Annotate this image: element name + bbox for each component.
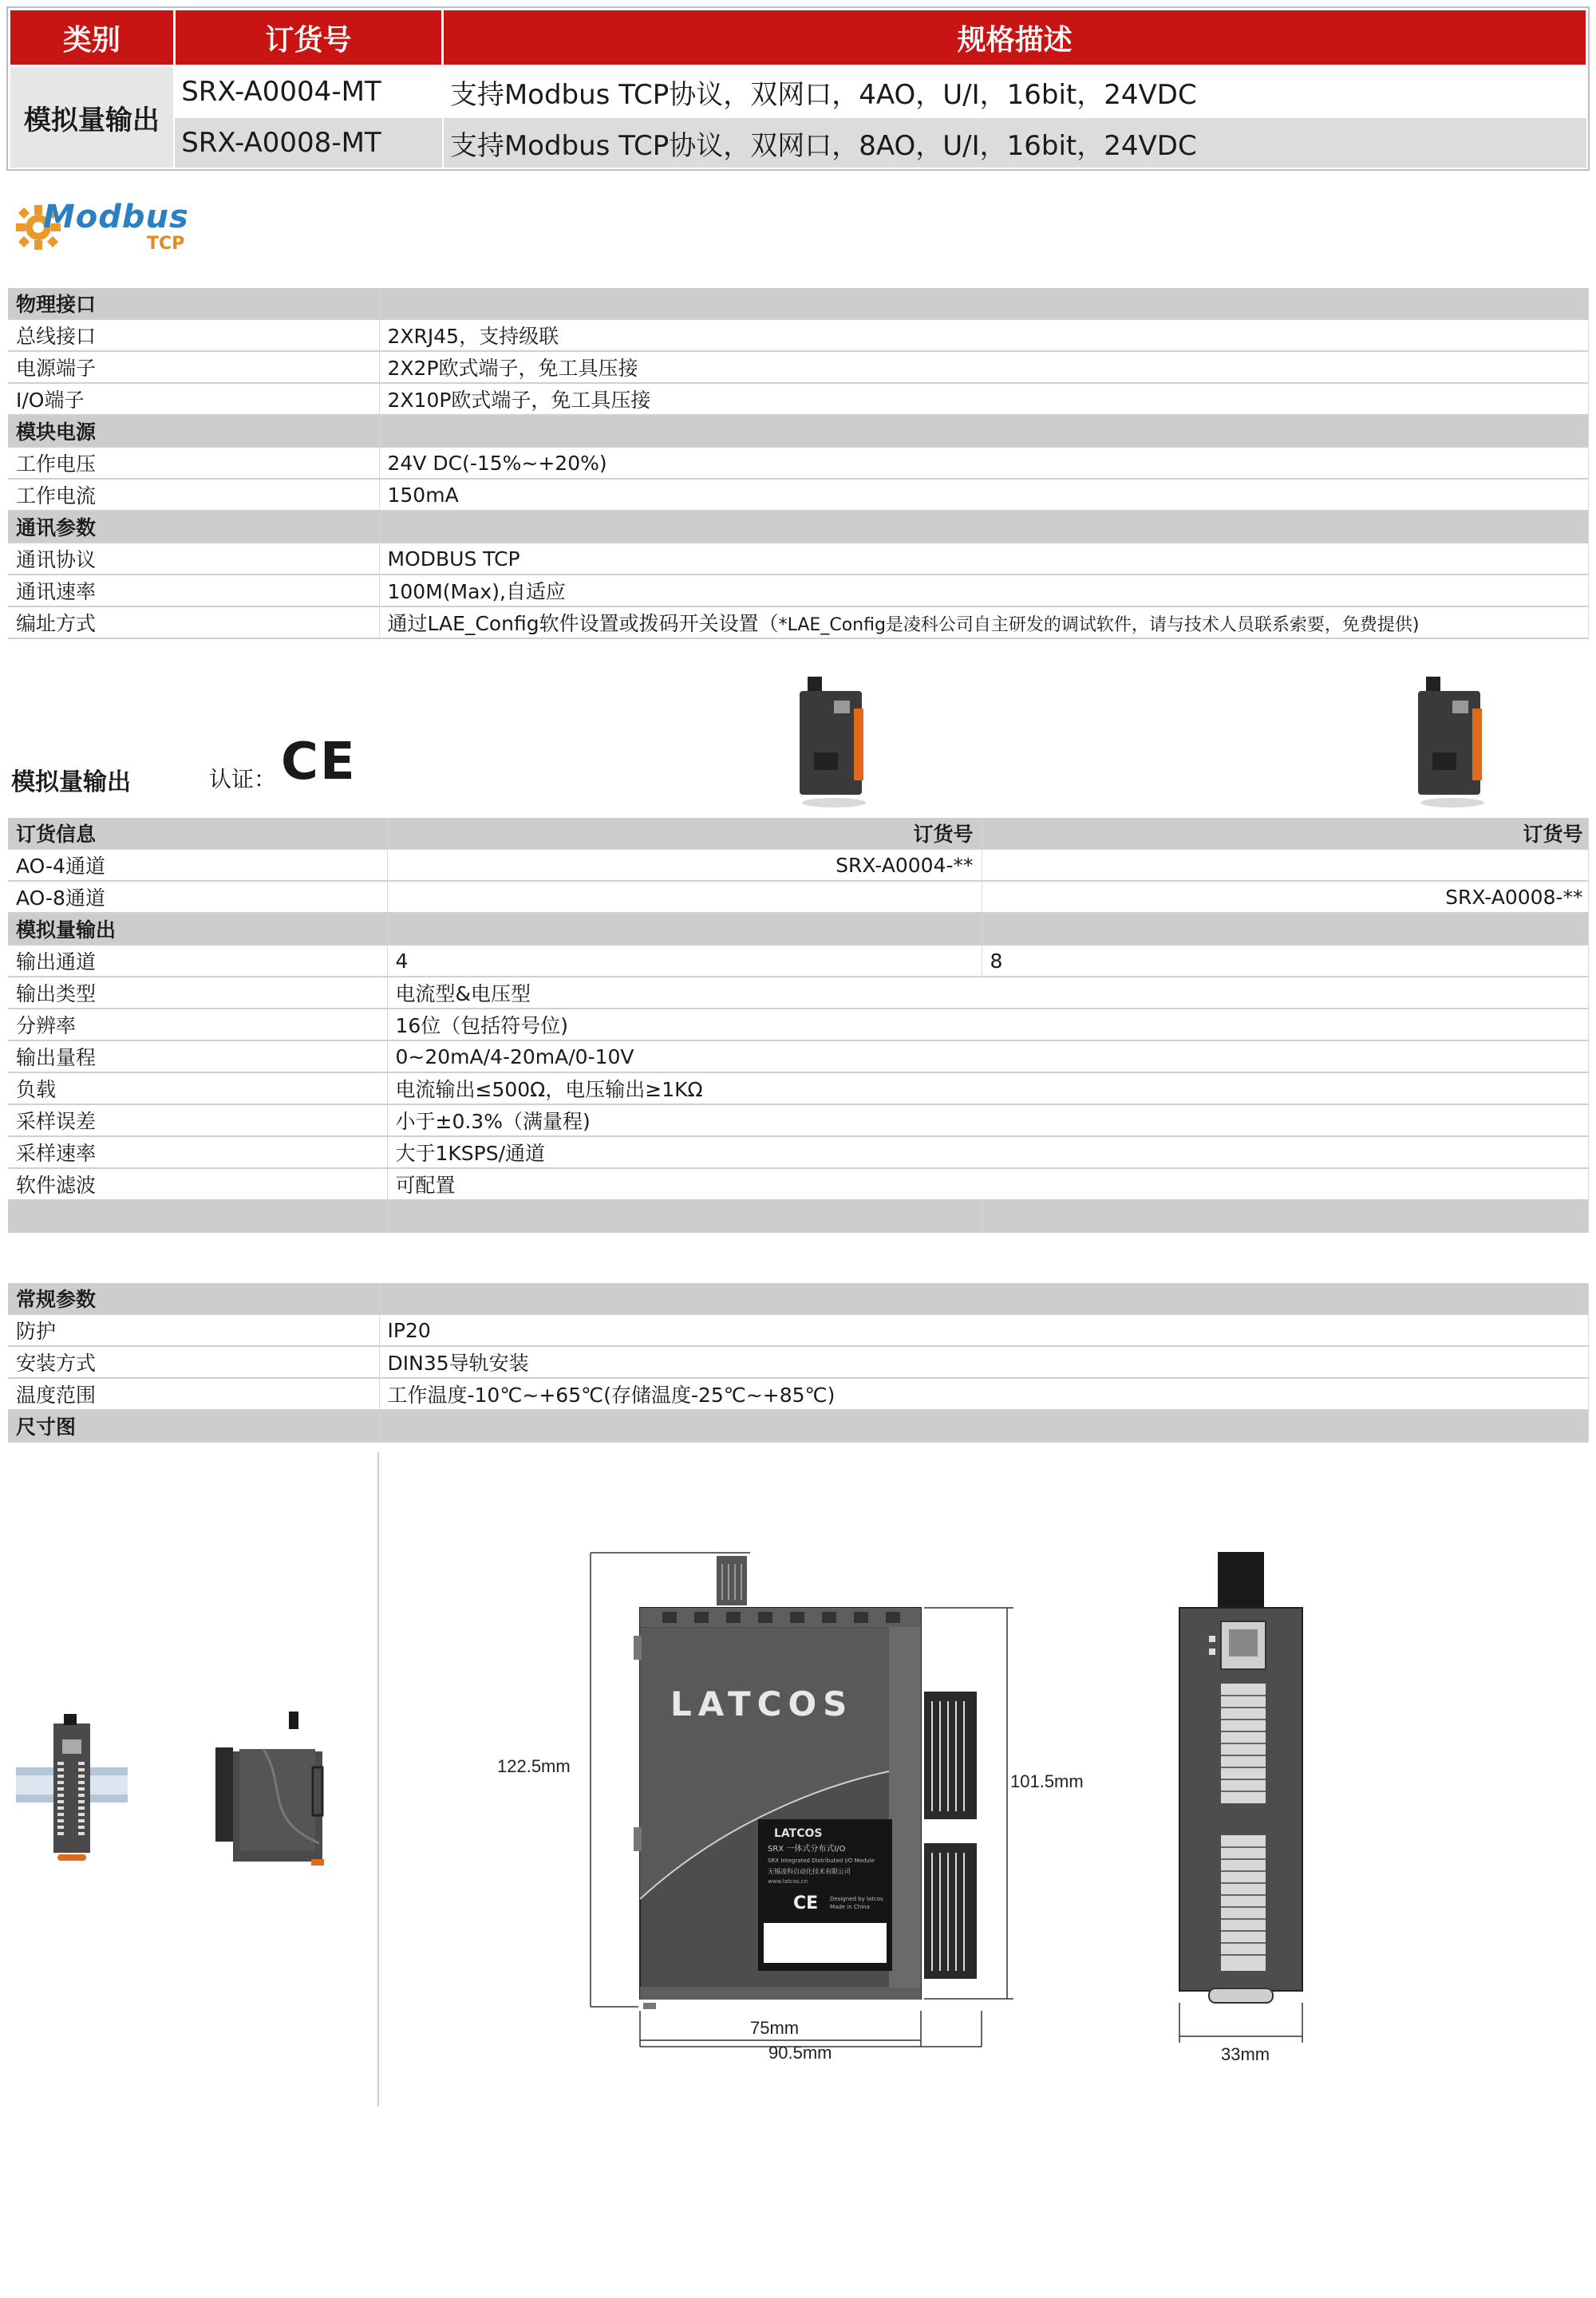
order-desc: 支持Modbus TCP协议，双网口，8AO，U/I，16bit，24VDC [443, 117, 1587, 168]
section-row [8, 1283, 1588, 1314]
header-order-no: 订货号 [174, 10, 443, 66]
table-row [8, 1346, 1588, 1378]
spec-key: 通讯协议 [8, 543, 379, 574]
modbus-logo [13, 195, 196, 259]
spec-key: 输出通道 [8, 945, 387, 977]
dimension-drawing [0, 1452, 1596, 2106]
spec-value: 可配置 [387, 1168, 1588, 1200]
note-star: * [778, 615, 788, 635]
spec-key: 采样误差 [8, 1104, 387, 1136]
spec-key: 软件滤波 [8, 1168, 387, 1200]
table-row [8, 1136, 1588, 1168]
order-no-header: 订货号 [387, 818, 982, 849]
side-view-thumbnail [215, 1712, 324, 1866]
section-title: 模块电源 [8, 415, 379, 447]
table-row [8, 1168, 1588, 1200]
category-cell: 模拟量输出 [10, 66, 175, 169]
spec-key: 采样速率 [8, 1136, 387, 1168]
spec-value: SRX-A0008-** [982, 881, 1588, 913]
spec-value: 2X2P欧式端子，免工具压接 [379, 351, 1588, 383]
table-row [8, 319, 1588, 351]
din-rail-front-thumbnail [16, 1714, 128, 1861]
spec-value: 8 [982, 945, 1588, 977]
spec-table-analog [8, 818, 1589, 1233]
table-row [8, 543, 1588, 574]
order-code: SRX-A0008-MT [174, 117, 443, 168]
brand-text: LATCOS [670, 1684, 854, 1724]
spec-value: 电流型&电压型 [387, 977, 1588, 1009]
order-table [8, 8, 1588, 169]
spec-value [379, 606, 1588, 638]
spec-key: AO-4通道 [8, 849, 387, 881]
spec-key: AO-8通道 [8, 881, 387, 913]
dim-height-body: 101.5mm [1010, 1771, 1084, 1791]
section-row [8, 288, 1588, 319]
addressing-note: LAE_Config是凌科公司自主研发的调试软件，请与技术人员联系索要，免费提供) [787, 615, 1420, 635]
table-row [8, 479, 1588, 511]
section-row [8, 1410, 1588, 1442]
spec-value: MODBUS TCP [379, 543, 1588, 574]
ce-mark: CE [281, 732, 357, 792]
spec-value: 大于1KSPS/通道 [387, 1136, 1588, 1168]
section-row [8, 511, 1588, 543]
spec-value: 电流输出≤500Ω，电压输出≥1KΩ [387, 1072, 1588, 1104]
table-row [8, 351, 1588, 383]
logo-tcp: TCP [147, 234, 185, 254]
spec-key: 温度范围 [8, 1378, 379, 1410]
order-code: SRX-A0004-MT [174, 66, 443, 118]
spec-value: 4 [387, 945, 982, 977]
header-description: 规格描述 [443, 10, 1587, 66]
spec-value: 小于±0.3%（满量程) [387, 1104, 1588, 1136]
spec-value [982, 849, 1588, 881]
table-row [8, 606, 1588, 638]
spec-value: 16位（包括符号位) [387, 1009, 1588, 1040]
spec-key: 输出类型 [8, 977, 387, 1009]
cert-label: 认证： [209, 766, 277, 792]
table-row [10, 117, 1587, 168]
table-row [8, 849, 1588, 881]
table-row [8, 1040, 1588, 1072]
table-row [8, 1072, 1588, 1104]
section-title: 物理接口 [8, 288, 379, 319]
spec-value: 0~20mA/4-20mA/0-10V [387, 1040, 1588, 1072]
spec-value: SRX-A0004-** [387, 849, 982, 881]
table-row [8, 574, 1588, 606]
spec-key: 负载 [8, 1072, 387, 1104]
label-line1: SRX 一体式分布式I/O [768, 1845, 846, 1854]
spec-key: 输出量程 [8, 1040, 387, 1072]
table-row [10, 66, 1587, 118]
label-web: www.latcos.cn [768, 1878, 808, 1885]
spec-table-general [8, 1283, 1589, 1443]
table-row [8, 447, 1588, 479]
logo-word: Modbus [43, 199, 189, 235]
table-row [8, 1009, 1588, 1040]
section-row [8, 1200, 1588, 1232]
table-row [8, 1104, 1588, 1136]
spec-key: 防护 [8, 1314, 379, 1346]
section-row [8, 415, 1588, 447]
dim-depth: 33mm [1221, 2044, 1270, 2064]
spec-value: IP20 [379, 1314, 1588, 1346]
spec-value: 2X10P欧式端子，免工具压接 [379, 383, 1588, 415]
spec-key: 总线接口 [8, 319, 379, 351]
header-category: 类别 [10, 10, 175, 66]
addressing-text: 通过LAE_Config软件设置或拨码开关设置（ [387, 612, 779, 635]
dim-width-body: 75mm [750, 2018, 800, 2038]
spec-value: 2XRJ45，支持级联 [379, 319, 1588, 351]
product-photo-4ch [790, 669, 886, 812]
spec-value: 24V DC(-15%~+20%) [379, 447, 1588, 479]
label-ce: CE [793, 1893, 819, 1913]
dim-height-total: 122.5mm [497, 1756, 571, 1776]
section-row [8, 913, 1588, 945]
spec-key: I/O端子 [8, 383, 379, 415]
table-row [8, 1378, 1588, 1410]
table-row [8, 1314, 1588, 1346]
table-row [8, 881, 1588, 913]
section-title-analog-output: 模拟量输出 [11, 768, 131, 796]
table-row [8, 977, 1588, 1009]
spec-value [387, 881, 982, 913]
dim-width-total: 90.5mm [768, 2043, 832, 2063]
section-title: 模拟量输出 [8, 913, 387, 945]
table-row [8, 383, 1588, 415]
product-photo-8ch [1408, 669, 1504, 812]
spec-value: 150mA [379, 479, 1588, 511]
section-row [8, 818, 1588, 849]
label-brand: LATCOS [774, 1827, 823, 1840]
side-dimension-lines [1179, 2003, 1302, 2043]
spec-table-interface [8, 288, 1589, 639]
spec-key: 工作电流 [8, 479, 379, 511]
order-no-header: 订货号 [982, 818, 1588, 849]
label-design: Designed by latcos [830, 1896, 883, 1902]
label-made: Made in China [830, 1904, 870, 1910]
spec-key: 分辨率 [8, 1009, 387, 1040]
spec-key: 安装方式 [8, 1346, 379, 1378]
spec-key: 编址方式 [8, 606, 379, 638]
order-desc: 支持Modbus TCP协议，双网口，4AO，U/I，16bit，24VDC [443, 66, 1587, 118]
spec-value: 工作温度-10℃~+65℃(存储温度-25℃~+85℃) [379, 1378, 1588, 1410]
label-line2: SRX Integrated Distributed I/O Module [768, 1858, 875, 1864]
spec-value: 100M(Max),自适应 [379, 574, 1588, 606]
spec-key: 工作电压 [8, 447, 379, 479]
spec-value: DIN35导轨安装 [379, 1346, 1588, 1378]
side-view-drawing [1179, 1552, 1302, 2003]
table-row [8, 945, 1588, 977]
section-title: 常规参数 [8, 1283, 379, 1314]
front-view-drawing [634, 1556, 977, 2009]
label-line3: 无锡凌科自动化技术有限公司 [768, 1868, 851, 1875]
spec-key: 电源端子 [8, 351, 379, 383]
section-title: 通讯参数 [8, 511, 379, 543]
order-table-header [10, 10, 1587, 66]
spec-key: 通讯速率 [8, 574, 379, 606]
section-title: 订货信息 [8, 818, 387, 849]
section-title: 尺寸图 [8, 1410, 379, 1442]
